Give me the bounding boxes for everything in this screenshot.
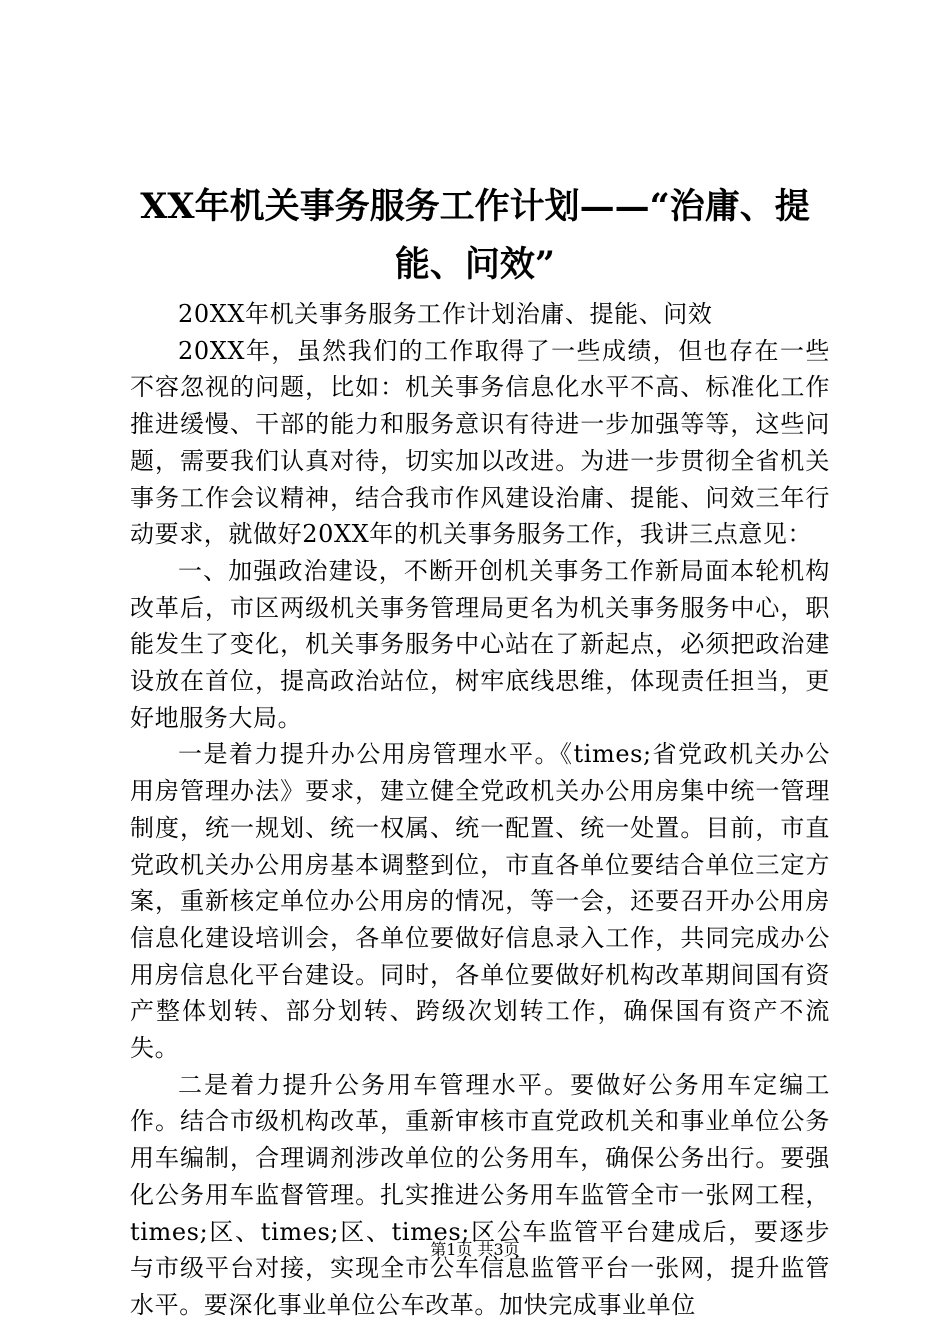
paragraph-official-vehicles: 二是着力提升公务用车管理水平。要做好公务用车定编工作。结合市级机构改革，重新审核市直党政机关和事业单位公务用车编制，合理调剂涉改单位的公务用车，确保公务出行。要强化公务用车监督管理。扎实推进公务用车监管全市一张网工程，times;区、times;区、times;区公车监管平台建成后，要逐步与市级平台对接，实现全市公车信息监管平台一张网，提升监管水平。要深化事业单位公车改革。加快完成事业单位	[130, 1070, 830, 1319]
document-body	[130, 296, 830, 1324]
paragraph-office-housing: 一是着力提升办公用房管理水平。《times;省党政机关办公用房管理办法》要求，建立健全党政机关办公用房集中统一管理制度，统一规划、统一权属、统一配置、统一处置。目前，市直党政机关办公用房基本调整到位，市直各单位要结合单位三定方案，重新核定单位办公用房的情况，等一会，还要召开办公用房信息化建设培训会，各单位要做好信息录入工作，共同完成办公用房信息化平台建设。同时，各单位要做好机构改革期间国有资产整体划转、部分划转、跨级次划转工作，确保国有资产不流失。	[130, 740, 830, 1063]
paragraph-section-one: 一、加强政治建设，不断开创机关事务工作新局面本轮机构改革后，市区两级机关事务管理局更名为机关事务服务中心，职能发生了变化，机关事务服务中心站在了新起点，必须把政治建设放在首位，提高政治站位，树牢底线思维，体现责任担当，更好地服务大局。	[130, 556, 830, 732]
document-title: XX年机关事务服务工作计划——“治庸、提能、问效”	[140, 186, 810, 285]
paragraph-subtitle: 20XX年机关事务服务工作计划治庸、提能、问效	[178, 300, 713, 328]
page-footer: 第1页 共3页	[430, 1240, 520, 1259]
paragraph-intro: 20XX年，虽然我们的工作取得了一些成绩，但也存在一些不容忽视的问题，比如：机关事务信息化水平不高、标准化工作推进缓慢、干部的能力和服务意识有待进一步加强等等，这些问题，需要我们认真对待，切实加以改进。为进一步贯彻全省机关事务工作会议精神，结合我市作风建设治庸、提能、问效三年行动要求，就做好20XX年的机关事务服务工作，我讲三点意见：	[130, 336, 830, 549]
